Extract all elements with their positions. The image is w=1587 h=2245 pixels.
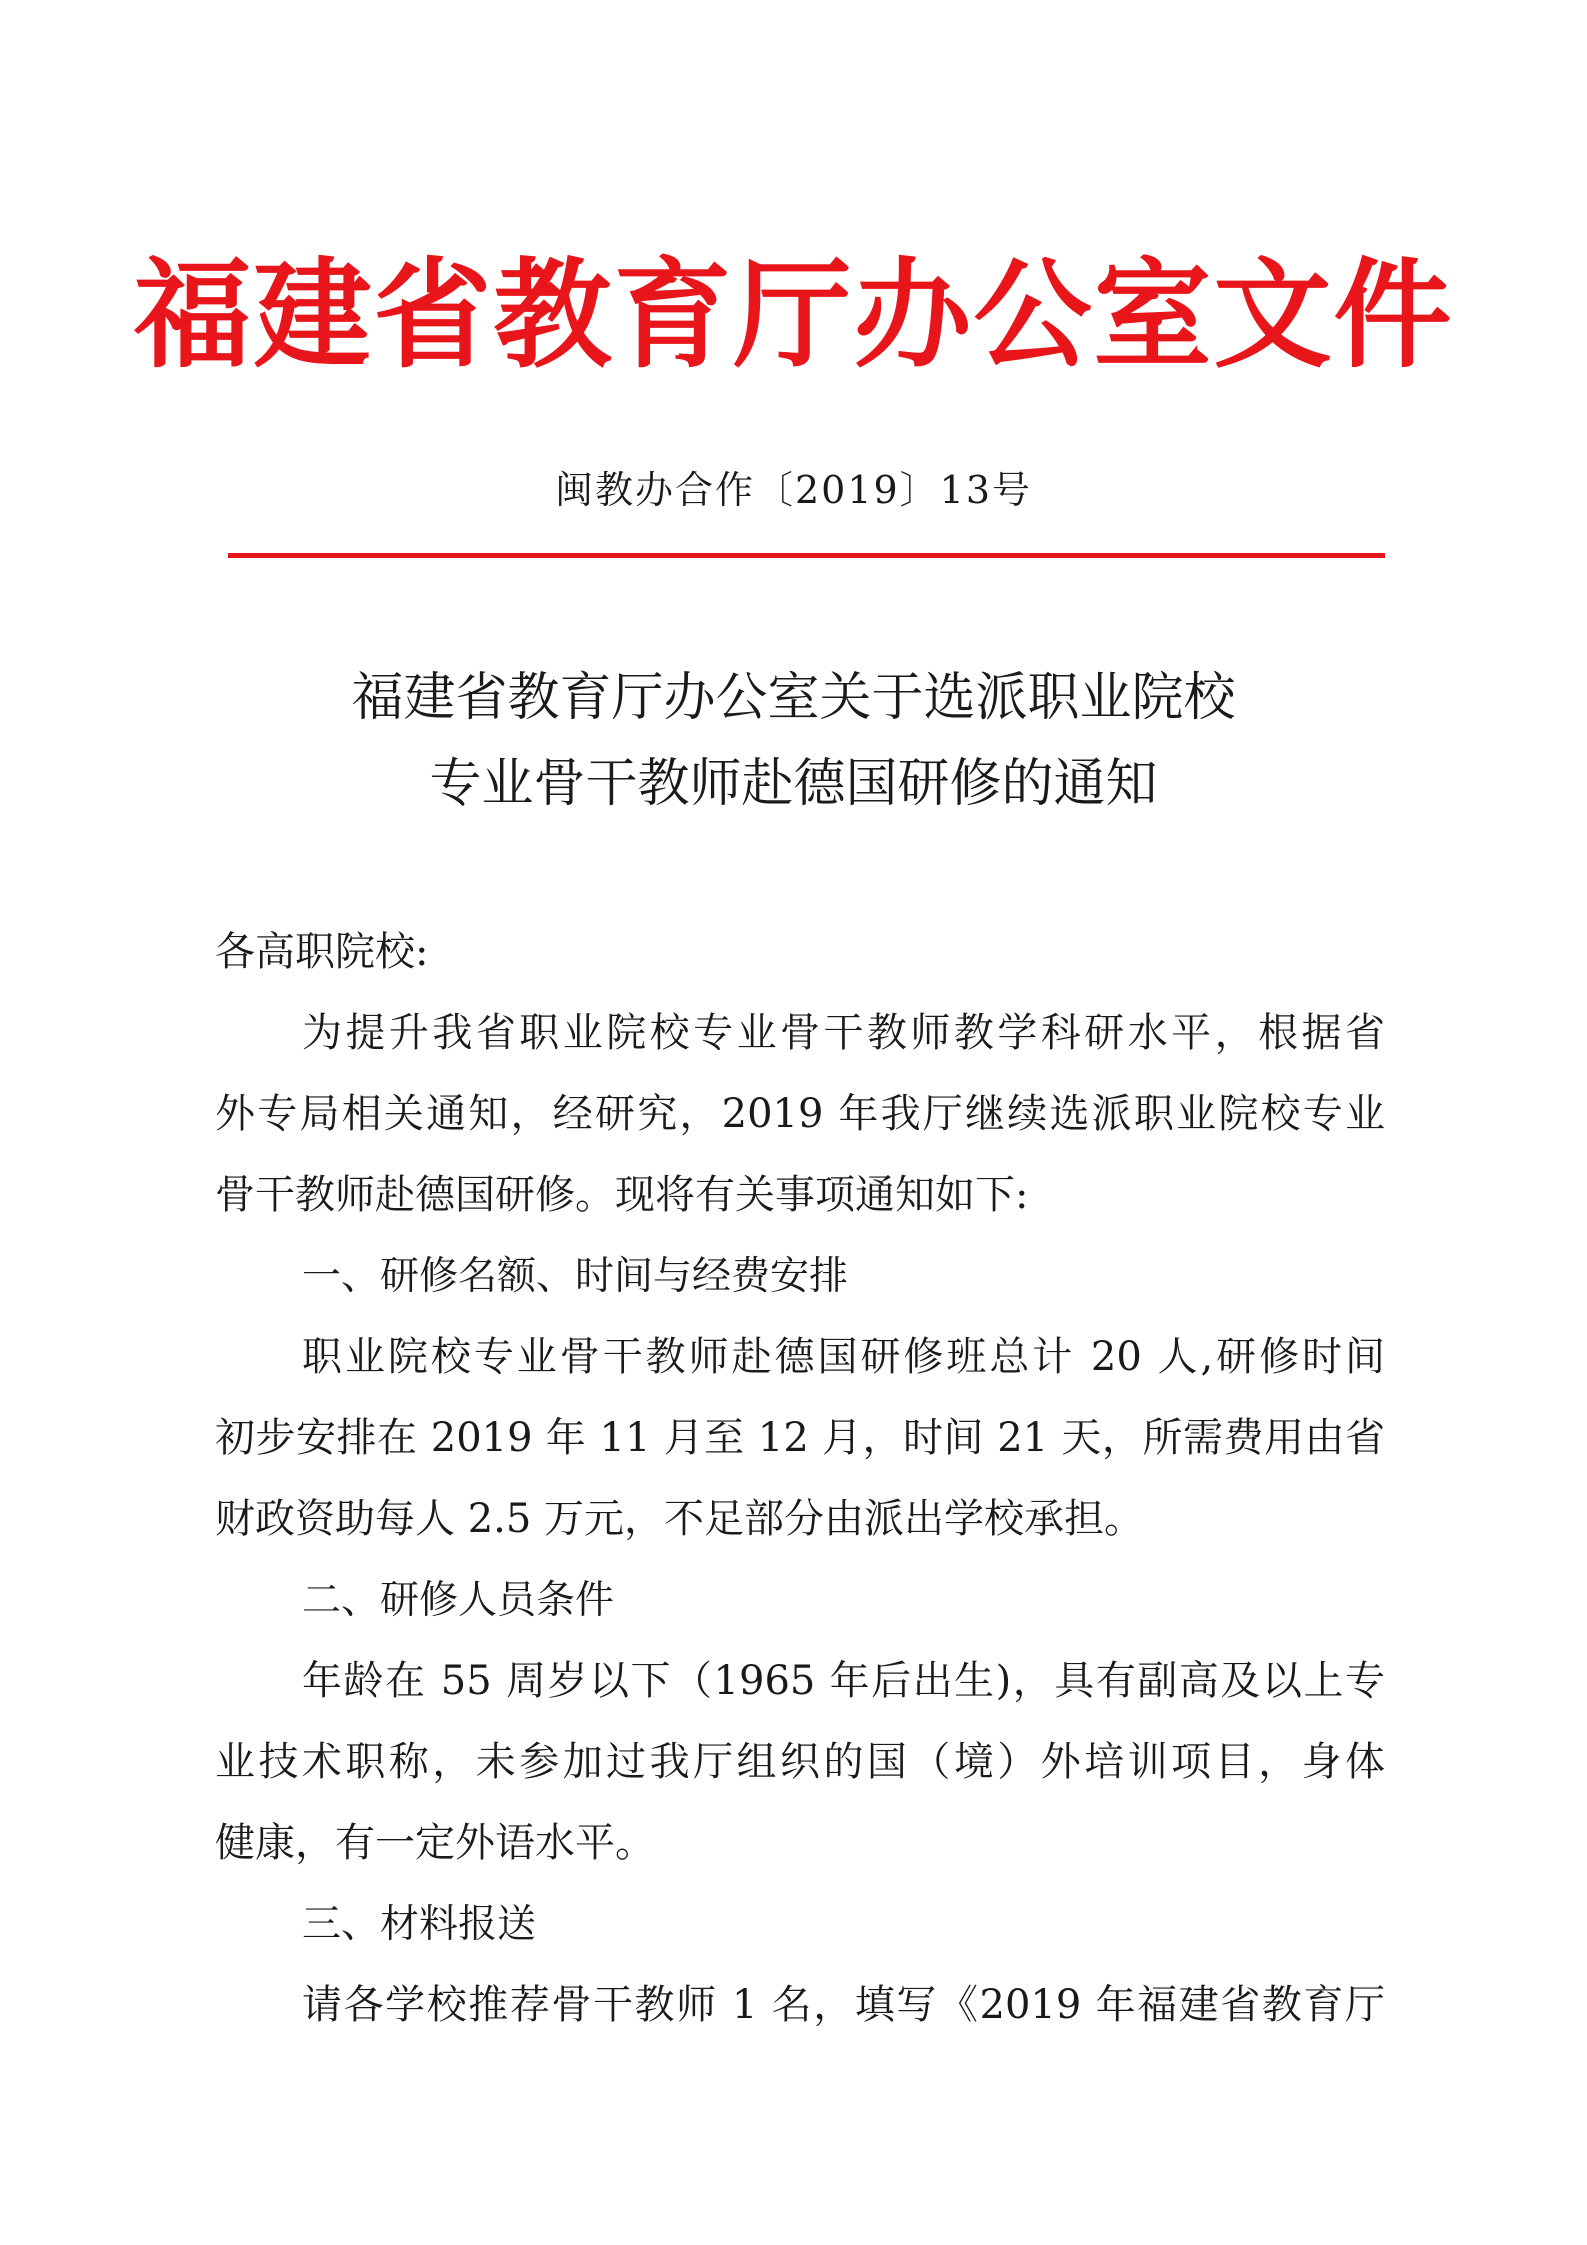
notice-title-line-1: 福建省教育厅办公室关于选派职业院校 — [351, 668, 1236, 728]
intro-paragraph-line: 为提升我省职业院校专业骨干教师教学科研水平，根据省 — [302, 1010, 1385, 1056]
section-paragraph-line: 初步安排在 2019 年 11 月至 12 月，时间 21 天，所需费用由省 — [215, 1415, 1385, 1461]
section-heading: 一、研修名额、时间与经费安排 — [302, 1254, 849, 1299]
notice-title-line-2: 专业骨干教师赴德国研修的通知 — [429, 754, 1158, 814]
section-paragraph-line: 职业院校专业骨干教师赴德国研修班总计 20 人,研修时间 — [302, 1334, 1385, 1380]
section-heading: 三、材料报送 — [302, 1902, 537, 1947]
section-heading: 二、研修人员条件 — [302, 1578, 615, 1623]
notice-body — [215, 912, 1385, 2046]
masthead-title: 福建省教育厅办公室文件 — [133, 246, 1454, 384]
section-paragraph-line: 年龄在 55 周岁以下（1965 年后出生)，具有副高及以上专 — [302, 1658, 1385, 1704]
notice-title — [0, 655, 1587, 827]
section-paragraph-line: 财政资助每人 2.5 万元，不足部分由派出学校承担。 — [215, 1496, 1145, 1542]
document-number: 闽教办合作〔2019〕13号 — [554, 468, 1033, 512]
intro-paragraph-line: 外专局相关通知，经研究，2019 年我厅继续选派职业院校专业 — [215, 1091, 1385, 1137]
section-paragraph-line: 请各学校推荐骨干教师 1 名，填写《2019 年福建省教育厅 — [302, 1982, 1385, 2028]
section-paragraph-line: 健康，有一定外语水平。 — [215, 1820, 655, 1866]
intro-paragraph-line: 骨干教师赴德国研修。现将有关事项通知如下: — [215, 1172, 1029, 1218]
section-paragraph-line: 业技术职称，未参加过我厅组织的国（境）外培训项目，身体 — [215, 1739, 1385, 1785]
red-divider-line — [228, 553, 1385, 558]
salutation: 各高职院校: — [215, 929, 429, 975]
